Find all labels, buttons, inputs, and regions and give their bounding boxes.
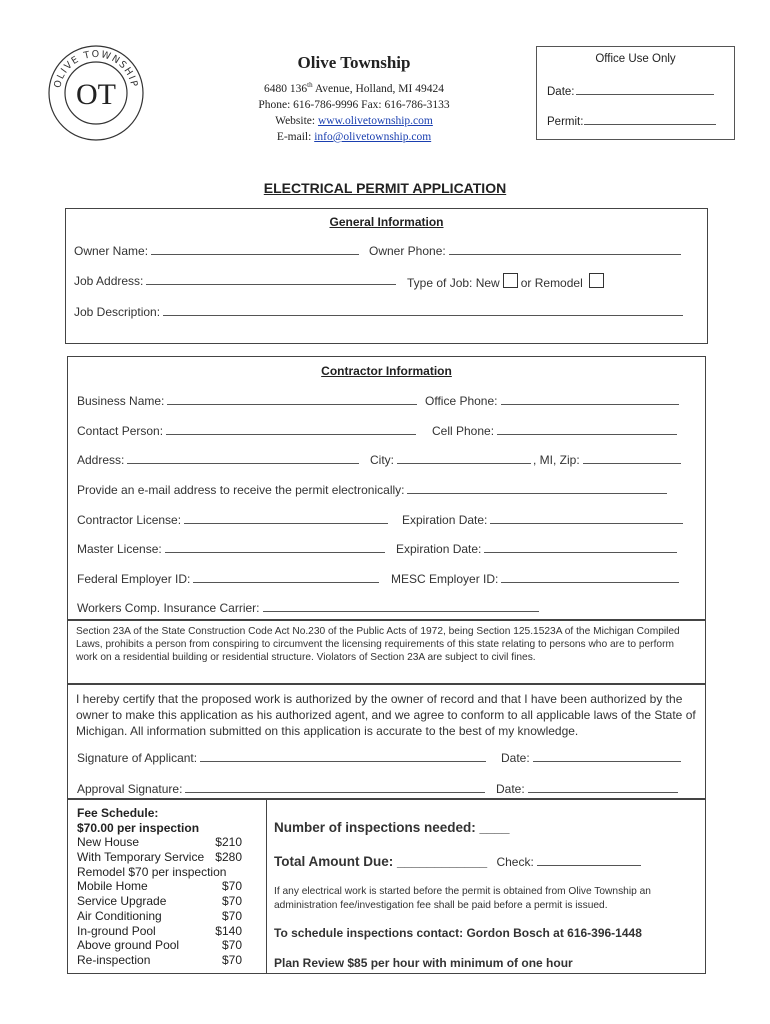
type-of-job: Type of Job: New or Remodel <box>407 273 607 290</box>
contractor-expiration-field[interactable]: Expiration Date: <box>402 513 686 527</box>
seal-arc-text: OLIVE TOWNSHIP <box>52 48 140 90</box>
office-use-title: Office Use Only <box>595 53 676 65</box>
township-contact-block <box>214 53 494 145</box>
check-label: Check: <box>496 855 534 869</box>
office-permit-field[interactable]: Permit: <box>547 114 719 128</box>
fee-item-amount: $70 <box>221 908 242 923</box>
fee-item-name: Re-inspection <box>77 952 151 967</box>
office-use-box <box>536 46 735 140</box>
certification-text: I hereby certify that the proposed work is authorized by the owner of record and that I have been authorized by the owner to make this application as his authorized agent, and we agree to conform to all applicable laws of the State of Michigan. All information submitted on this application is accurate to the best of my knowledge. <box>76 692 696 738</box>
late-start-notice: If any electrical work is started before the permit is obtained from Olive Township an administration fee/investigation fee shall be paid before a permit is issued. <box>274 886 651 911</box>
fee-item-name: Service Upgrade <box>77 894 167 909</box>
fee-item <box>77 953 242 968</box>
fee-item-name: In-ground Pool <box>77 923 156 938</box>
general-heading: General Information <box>329 215 444 229</box>
fee-schedule-box <box>67 799 267 974</box>
fee-item-amount: $140 <box>215 923 242 938</box>
schedule-inspections-contact: To schedule inspections contact: Gordon Bosch at 616-396-1448 <box>274 926 642 940</box>
total-amount-row <box>274 854 644 869</box>
fee-item <box>77 894 242 909</box>
approval-date-field[interactable]: Date: <box>496 782 681 796</box>
fee-summary-box <box>266 799 706 974</box>
fee-item-amount: $280 <box>215 850 242 865</box>
business-name-field[interactable]: Business Name: <box>77 394 420 408</box>
fee-heading: Fee Schedule: <box>77 806 159 820</box>
applicant-signature-field[interactable]: Signature of Applicant: <box>77 751 489 765</box>
inspections-needed-field[interactable]: Number of inspections needed: ____ <box>274 820 510 835</box>
seal-monogram: OT <box>76 78 116 111</box>
general-information-section <box>65 208 708 344</box>
approval-signature-field[interactable]: Approval Signature: <box>77 782 488 796</box>
fee-item <box>77 850 242 865</box>
job-description-field[interactable]: Job Description: <box>74 305 686 319</box>
fee-item <box>77 879 242 894</box>
master-license-field[interactable]: Master License: <box>77 542 388 556</box>
city-field[interactable]: City: <box>370 453 534 467</box>
contractor-information-section <box>67 356 706 620</box>
contractor-license-field[interactable]: Contractor License: <box>77 513 391 527</box>
mesc-employer-id-field[interactable]: MESC Employer ID: <box>391 572 682 586</box>
new-checkbox[interactable] <box>503 273 518 288</box>
fee-item-amount: $210 <box>215 835 242 850</box>
fee-item <box>77 909 242 924</box>
fee-item <box>77 865 242 880</box>
fee-item-amount: $70 <box>221 938 242 953</box>
fee-item-amount: $70 <box>221 879 242 894</box>
township-seal <box>47 44 145 142</box>
plan-review-fee: Plan Review $85 per hour with minimum of one hour <box>274 956 573 970</box>
fee-item-amount: $70 <box>221 894 242 909</box>
website-link[interactable]: www.olivetownship.com <box>317 114 433 127</box>
fee-item <box>77 835 242 850</box>
office-phone-field[interactable]: Office Phone: <box>425 394 682 408</box>
legal-notice: Section 23A of the State Construction Code Act No.230 of the Public Acts of 1972, being Section 125.1523A of the Michigan Compiled Laws, prohibits a person from conspiring to circumvent the licensing requirements of this state relating to persons who are to perform work on a residential building or residential structure. Violators of Section 23A are subject to civil fines. <box>67 620 706 684</box>
org-name: Olive Township <box>297 53 411 72</box>
office-date-field[interactable]: Date: <box>547 84 717 98</box>
fee-item <box>77 924 242 939</box>
email-permit-field[interactable]: Provide an e-mail address to receive the permit electronically: <box>77 483 670 497</box>
owner-phone-field[interactable]: Owner Phone: <box>369 244 684 258</box>
email-link[interactable]: info@olivetownship.com <box>314 130 432 143</box>
fee-item-name: Remodel $70 per inspection <box>77 864 227 879</box>
org-email: E-mail: info@olivetownship.com <box>276 130 432 143</box>
fee-item-name: Air Conditioning <box>77 908 162 923</box>
remodel-checkbox[interactable] <box>589 273 604 288</box>
master-expiration-field[interactable]: Expiration Date: <box>396 542 680 556</box>
fee-item-amount: $70 <box>221 952 242 967</box>
applicant-date-field[interactable]: Date: <box>501 751 684 765</box>
fee-rate: $70.00 per inspection <box>77 820 200 835</box>
zip-field[interactable]: , MI, Zip: <box>533 453 684 467</box>
fee-item-name: New House <box>77 835 140 850</box>
address-field[interactable]: Address: <box>77 453 362 467</box>
owner-name-field[interactable]: Owner Name: <box>74 244 362 258</box>
fee-item <box>77 938 242 953</box>
federal-employer-id-field[interactable]: Federal Employer ID: <box>77 572 382 586</box>
contact-person-field[interactable]: Contact Person: <box>77 424 419 438</box>
fee-item-name: With Temporary Service <box>77 850 205 865</box>
fee-schedule <box>77 806 242 968</box>
certification-section <box>67 684 706 799</box>
job-address-field[interactable]: Job Address: <box>74 274 399 288</box>
org-address: 6480 136th Avenue, Holland, MI 49424 <box>264 81 444 95</box>
fee-item-name: Above ground Pool <box>77 938 180 953</box>
form-title: ELECTRICAL PERMIT APPLICATION <box>263 180 507 196</box>
contractor-heading: Contractor Information <box>321 364 452 378</box>
fee-item-name: Mobile Home <box>77 879 148 894</box>
org-phone-fax: Phone: 616-786-9996 Fax: 616-786-3133 <box>258 98 450 111</box>
cell-phone-field[interactable]: Cell Phone: <box>432 424 680 438</box>
workers-comp-field[interactable]: Workers Comp. Insurance Carrier: <box>77 601 542 615</box>
total-amount-field[interactable]: Total Amount Due: ____________ <box>274 854 488 869</box>
org-website: Website: www.olivetownship.com <box>275 114 433 127</box>
